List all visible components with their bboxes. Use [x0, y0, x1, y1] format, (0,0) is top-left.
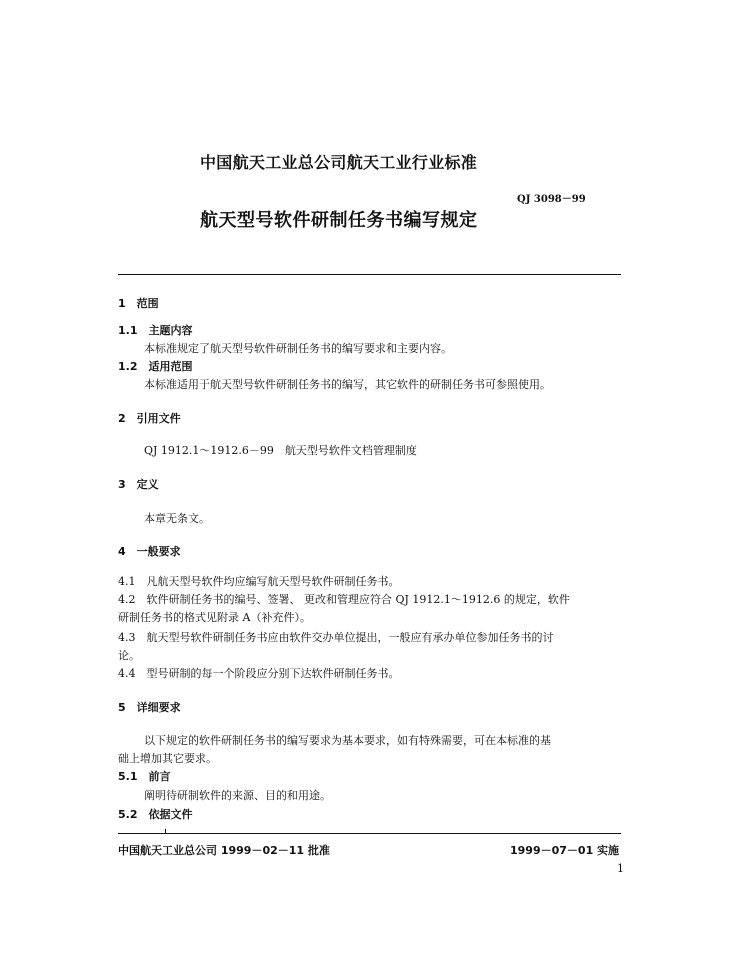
section-5-2-heading: 5.2 依据文件: [118, 808, 193, 821]
approval-date: 中国航天工业总公司 1999－02－11 批准: [118, 844, 330, 857]
section-3-heading: 3 定义: [118, 478, 159, 491]
page-number: 1: [617, 862, 624, 875]
section-1-1-text: 本标准规定了航天型号软件研制任务书的编写要求和主要内容。: [144, 342, 452, 355]
section-4-3-text-line2: 论。: [118, 649, 140, 662]
section-5-text-line2: 础上增加其它要求。: [118, 752, 217, 765]
section-4-4-text: 4.4 型号研制的每一个阶段应分别下达软件研制任务书。: [118, 667, 400, 680]
section-1-heading: 1 范围: [118, 297, 159, 310]
section-5-heading: 5 详细要求: [118, 701, 181, 714]
section-2-heading: 2 引用文件: [118, 412, 181, 425]
section-1-2-text: 本标准适用于航天型号软件研制任务书的编写，其它软件的研制任务书可参照使用。: [144, 378, 551, 391]
section-4-heading: 4 一般要求: [118, 545, 181, 558]
section-4-2-text-line1: 4.2 软件研制任务书的编号、签署、 更改和管理应符合 QJ 1912.1～1912.6 的规定，软件: [118, 593, 570, 606]
top-rule: [118, 274, 621, 275]
section-3-text: 本章无条文。: [144, 512, 210, 525]
effective-date: 1999－07－01 实施: [510, 844, 620, 857]
org-title: 中国航天工业总公司航天工业行业标准: [200, 153, 478, 172]
section-4-2-text-line2: 研制任务书的格式见附录 A（补充件）。: [118, 611, 311, 624]
document-title: 航天型号软件研制任务书编写规定: [200, 210, 478, 231]
standard-number: QJ 3098－99: [517, 194, 586, 205]
section-4-3-text-line1: 4.3 航天型号软件研制任务书应由软件交办单位提出，一般应有承办单位参加任务书的讨: [118, 631, 554, 644]
footer-rule: [118, 833, 621, 834]
section-4-1-text: 4.1 凡航天型号软件均应编写航天型号软件研制任务书。: [118, 575, 400, 588]
section-2-text: QJ 1912.1～1912.6－99 航天型号软件文档管理制度: [144, 444, 417, 457]
section-1-2-heading: 1.2 适用范围: [118, 360, 193, 373]
section-1-1-heading: 1.1 主题内容: [118, 324, 193, 337]
section-5-text-line1: 以下规定的软件研制任务书的编写要求为基本要求，如有特殊需要，可在本标准的基: [144, 734, 551, 747]
section-5-1-heading: 5.1 前言: [118, 770, 171, 783]
section-5-1-text: 阐明待研制软件的来源、目的和用途。: [144, 789, 331, 802]
